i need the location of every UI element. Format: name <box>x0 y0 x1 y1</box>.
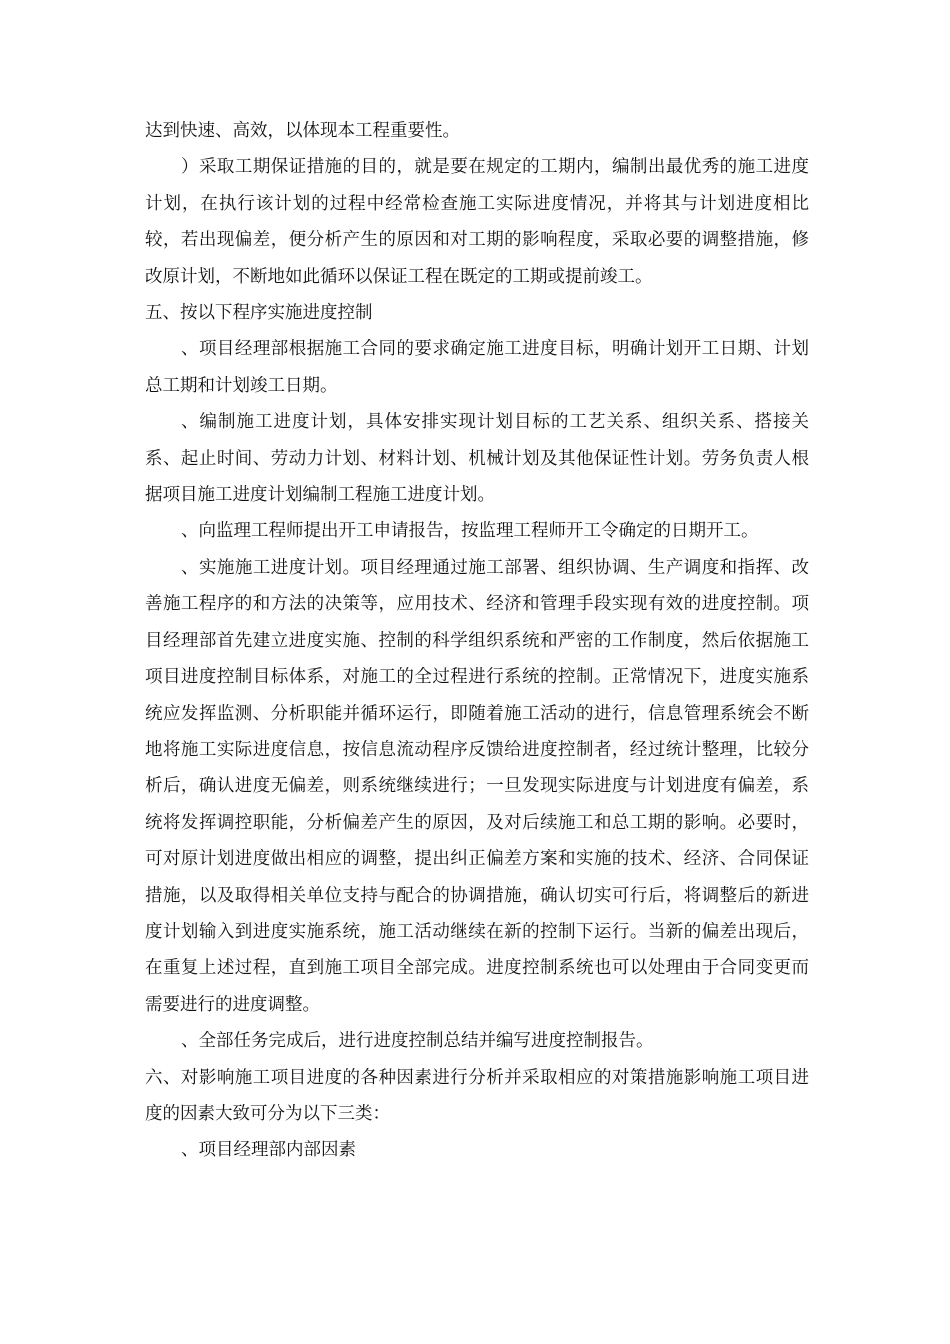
paragraph-item-plan: 、编制施工进度计划，具体安排实现计划目标的工艺关系、组织关系、搭接关系、起止时间、劳动力计划、材料计划、机械计划及其他保证性计划。劳务负责人根据项目施工进度计划编制工程施工进度计划。 <box>145 412 809 506</box>
paragraph-item-summary: 、全部任务完成后，进行进度控制总结并编写进度控制报告。 <box>181 1031 654 1052</box>
paragraph-item-internal: 、项目经理部内部因素 <box>181 1140 356 1161</box>
paragraph-schedule-purpose: ）采取工期保证措施的目的，就是要在规定的工期内，编制出最优秀的施工进度计划，在执行该计划的过程中经常检查施工实际进度情况，并将其与计划进度相比较，若出现偏差，便分析产生的原因和对工期的影响程度，采取必要的调整措施，修改原计划，不断地如此循环以保证工程在既定的工期或提前竣工。 <box>145 157 809 287</box>
section-heading-five: 五、按以下程序实施进度控制 <box>145 303 373 324</box>
paragraph-continuation: 达到快速、高效，以体现本工程重要性。 <box>145 121 460 141</box>
section-heading-six: 六、对影响施工项目进度的各种因素进行分析并采取相应的对策措施影响施工项目进度的因素大致可分为以下三类： <box>145 1067 809 1124</box>
paragraph-item-start: 、向监理工程师提出开工申请报告，按监理工程师开工令确定的日期开工。 <box>181 521 759 542</box>
document-body <box>145 113 809 1169</box>
paragraph-item-target: 、项目经理部根据施工合同的要求确定施工进度目标，明确计划开工日期、计划总工期和计划竣工日期。 <box>145 339 809 396</box>
paragraph-item-implement: 、实施施工进度计划。项目经理通过施工部署、组织协调、生产调度和指挥、改善施工程序的和方法的决策等，应用技术、经济和管理手段实现有效的进度控制。项目经理部首先建立进度实施、控制的科学组织系统和严密的工作制度，然后依据施工项目进度控制目标体系，对施工的全过程进行系统的控制。正常情况下，进度实施系统应发挥监测、分析职能并循环运行，即随着施工活动的进行，信息管理系统会不断地将施工实际进度信息，按信息流动程序反馈给进度控制者，经过统计整理，比较分析后，确认进度无偏差，则系统继续进行；一旦发现实际进度与计划进度有偏差，系统将发挥调控职能，分析偏差产生的原因，及对后续施工和总工期的影响。必要时，可对原计划进度做出相应的调整，提出纠正偏差方案和实施的技术、经济、合同保证措施，以及取得相关单位支持与配合的协调措施，确认切实可行后，将调整后的新进度计划输入到进度实施系统，施工活动继续在新的控制下运行。当新的偏差出现后，在重复上述过程，直到施工项目全部完成。进度控制系统也可以处理由于合同变更而需要进行的进度调整。 <box>145 557 809 1015</box>
